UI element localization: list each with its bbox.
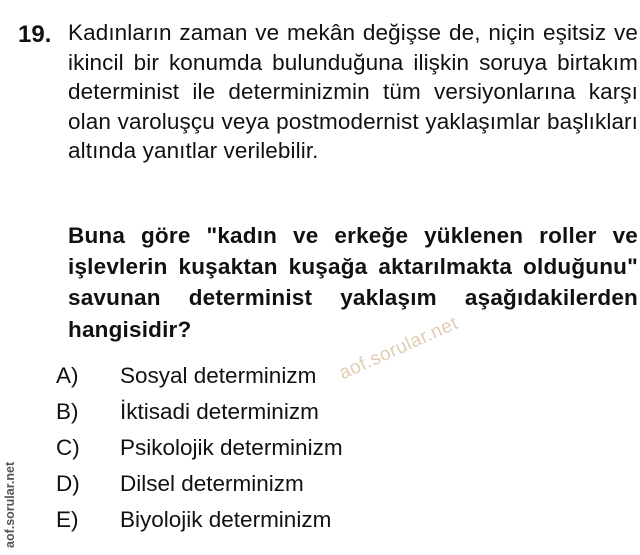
option-text: Biyolojik determinizm bbox=[120, 507, 332, 532]
question-prompt: Buna göre "kadın ve erkeğe yüklenen roller ve işlevlerin kuşaktan kuşağa aktarılmakta olduğunu" savunan determinist yaklaşım aşağıdakilerden hangisidir? bbox=[68, 223, 638, 342]
watermark-side: aof.sorular.net bbox=[3, 461, 17, 548]
option-c[interactable] bbox=[56, 430, 476, 466]
option-text: Sosyal determinizm bbox=[120, 363, 317, 388]
answer-options bbox=[56, 358, 476, 538]
option-letter: D) bbox=[56, 471, 80, 496]
option-text: İktisadi determinizm bbox=[120, 399, 319, 424]
option-letter: C) bbox=[56, 435, 80, 460]
option-d[interactable] bbox=[56, 466, 476, 502]
option-a[interactable] bbox=[56, 358, 476, 394]
option-text: Psikolojik determinizm bbox=[120, 435, 343, 460]
option-letter: A) bbox=[56, 363, 79, 388]
option-b[interactable] bbox=[56, 394, 476, 430]
question-number: 19. bbox=[18, 21, 52, 48]
question-stem: Kadınların zaman ve mekân değişse de, niçin eşitsiz ve ikincil bir konumda bulunduğuna ilişkin soruya birtakım determinist ile determinizmin tüm versiyonlarına karşı olan varoluşçu veya postmodernist yaklaşımlar başlıkları altında yanıtlar verilebilir. bbox=[68, 20, 638, 164]
option-text: Dilsel determinizm bbox=[120, 471, 304, 496]
option-letter: B) bbox=[56, 399, 79, 424]
option-letter: E) bbox=[56, 507, 79, 532]
watermark-diagonal: aof.sorular.net bbox=[336, 312, 462, 385]
option-e[interactable] bbox=[56, 502, 476, 538]
